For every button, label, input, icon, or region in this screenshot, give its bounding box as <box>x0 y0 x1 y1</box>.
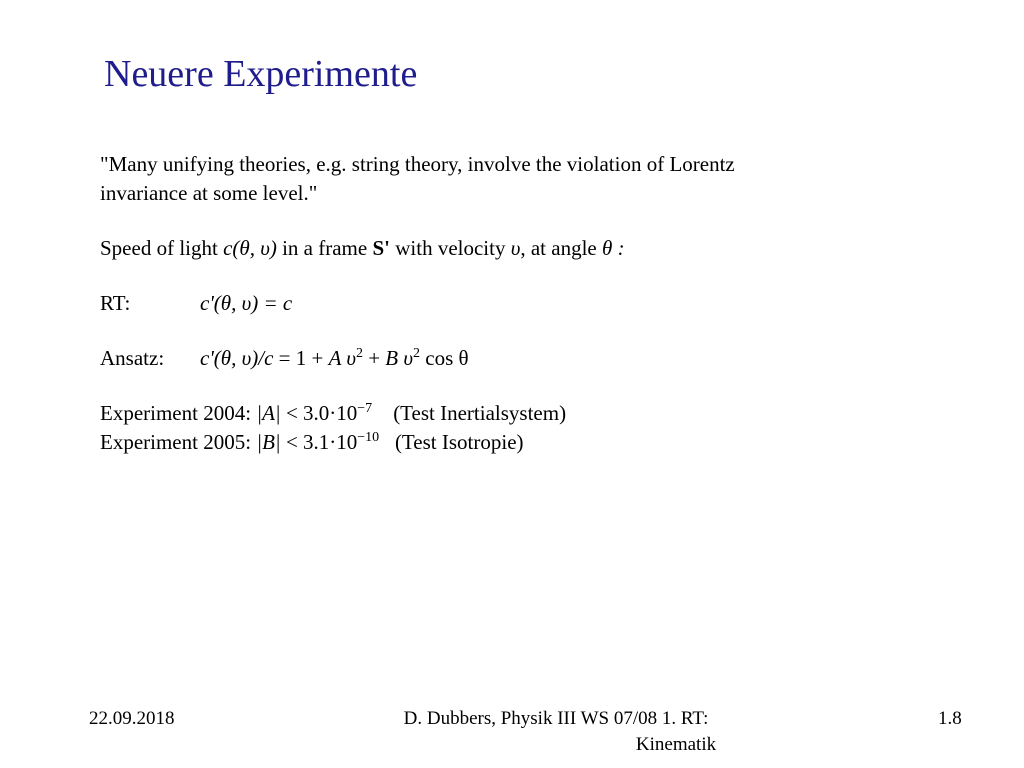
exp1-label: Experiment 2004: <box>100 401 257 425</box>
ansatz-lhs: c'(θ, υ)/c <box>200 346 274 370</box>
exp2-label: Experiment 2005: <box>100 430 257 454</box>
exp1-bound: < 3.0·10 <box>280 401 358 425</box>
footer-page-number: 1.8 <box>938 708 962 729</box>
ansatz-exponent-2: 2 <box>413 346 421 361</box>
ansatz-velocity-1: υ <box>341 346 356 370</box>
ansatz-velocity-2: υ <box>398 346 414 370</box>
footer-author-line-1: D. Dubbers, Physik III WS 07/08 1. RT: <box>403 708 709 729</box>
slide-body <box>100 150 860 457</box>
ansatz-line <box>100 344 860 373</box>
speed-text-3: with velocity <box>389 236 511 260</box>
experiment-2004-line <box>100 399 860 428</box>
ansatz-coef-b: B <box>385 346 399 370</box>
rt-formula: c'(θ, υ) = c <box>200 291 293 315</box>
speed-formula: c(θ, υ) <box>223 236 277 260</box>
speed-text-4: , at angle <box>520 236 602 260</box>
rt-label: RT: <box>100 291 131 315</box>
exp2-variable: |B| <box>256 430 281 454</box>
speed-text-2: in a frame <box>276 236 373 260</box>
quote-line-2: invariance at some level." <box>100 181 318 205</box>
exp2-note: (Test Isotropie) <box>394 430 524 454</box>
footer-author-line-2: Kinematik <box>635 734 717 755</box>
ansatz-eq: = 1 + <box>273 346 329 370</box>
ansatz-exponent-1: 2 <box>355 346 363 361</box>
ansatz-label: Ansatz: <box>100 346 165 370</box>
exp2-exponent: −10 <box>357 430 380 445</box>
footer-author <box>380 706 732 758</box>
exp1-variable: |A| <box>256 401 281 425</box>
exp2-bound: < 3.1·10 <box>280 430 358 454</box>
speed-frame: S' <box>372 236 390 260</box>
speed-angle: θ : <box>602 236 625 260</box>
speed-text-1: Speed of light <box>100 236 224 260</box>
speed-of-light-line <box>100 234 860 263</box>
ansatz-cos: cos θ <box>420 346 469 370</box>
rt-line <box>100 289 860 318</box>
footer-date: 22.09.2018 <box>89 708 175 729</box>
quote-line-1: "Many unifying theories, e.g. string theory, involve the violation of Lorentz <box>100 152 735 176</box>
speed-velocity: υ <box>510 236 521 260</box>
experiment-2005-line <box>100 428 860 457</box>
ansatz-coef-a: A <box>328 346 342 370</box>
ansatz-plus: + <box>362 346 386 370</box>
exp1-exponent: −7 <box>357 401 373 416</box>
slide-title: Neuere Experimente <box>104 53 418 95</box>
exp1-note: (Test Inertialsystem) <box>393 401 567 425</box>
